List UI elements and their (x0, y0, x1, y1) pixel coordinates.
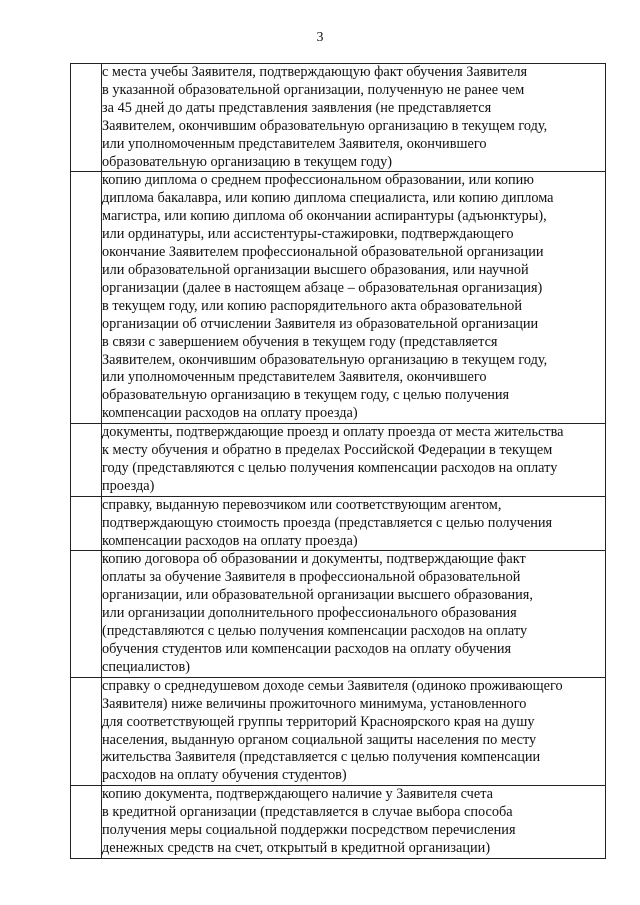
table-row (71, 551, 606, 677)
text-line: организации (далее в настоящем абзаце – образовательная организация) (102, 279, 543, 296)
text-line: в указанной образовательной организации, полученную не ранее чем (102, 81, 525, 98)
table-row (71, 172, 606, 424)
table-row (71, 677, 606, 785)
row-number-cell (71, 551, 102, 677)
text-line: жительства Заявителя (представляется с целью получения компенсации (102, 749, 541, 766)
text-line: или ординатуры, или ассистентуры-стажировки, подтверждающего (102, 226, 514, 243)
text-line: населения, выданную органом социальной защиты населения по месту (102, 731, 537, 748)
text-line: подтверждающую стоимость проезда (представляется с целью получения (102, 514, 553, 531)
text-line: образовательную организацию в текущем году, с целью получения (102, 387, 510, 404)
text-line: справку о среднедушевом доходе семьи Заявителя (одиноко проживающего (102, 677, 563, 694)
document-description-cell (102, 786, 606, 859)
row-number-cell (71, 496, 102, 551)
document-description-cell (102, 424, 606, 497)
document-description-cell (102, 64, 606, 172)
text-line: в кредитной организации (представляется в случае выбора способа (102, 804, 513, 821)
text-line: получения меры социальной поддержки посредством перечисления (102, 822, 516, 839)
text-line: образовательную организацию в текущем году) (102, 153, 393, 170)
text-line: или уполномоченным представителем Заявителя, окончившего (102, 135, 487, 152)
text-line: копию договора об образовании и документы, подтверждающие факт (102, 551, 526, 568)
text-line: или организации дополнительного профессионального образования (102, 605, 517, 622)
row-number-cell (71, 64, 102, 172)
document-description-cell (102, 677, 606, 785)
text-line: справку, выданную перевозчиком или соответствующим агентом, (102, 496, 502, 513)
table-row (71, 424, 606, 497)
text-line: магистра, или копию диплома об окончании аспирантуры (адъюнктуры), (102, 208, 547, 225)
text-line: в связи с завершением обучения в текущем году (представляется (102, 333, 498, 350)
text-line: диплома бакалавра, или копию диплома специалиста, или копию диплома (102, 190, 554, 207)
page-number: 3 (316, 30, 324, 45)
text-line: (представляются с целью получения компенсации расходов на оплату (102, 623, 528, 640)
text-line: или уполномоченным представителем Заявителя, окончившего (102, 369, 487, 386)
document-description-cell (102, 551, 606, 677)
row-number-cell (71, 786, 102, 859)
text-line: копию документа, подтверждающего наличие у Заявителя счета (102, 786, 493, 803)
document-description-cell (102, 496, 606, 551)
table-row (71, 496, 606, 551)
text-line: или образовательной организации высшего образования, или научной (102, 261, 529, 278)
text-line: году (представляются с целью получения компенсации расходов на оплату (102, 459, 558, 476)
documents-table (70, 63, 606, 859)
text-line: к месту обучения и обратно в пределах Российской Федерации в текущем (102, 442, 553, 459)
text-line: в текущем году, или копию распорядительного акта образовательной (102, 297, 522, 314)
document-description-cell (102, 172, 606, 424)
text-line: Заявителем, окончившим образовательную организацию в текущем году, (102, 117, 548, 134)
row-number-cell (71, 677, 102, 785)
text-line: организации, или образовательной организации высшего образования, (102, 587, 533, 604)
text-line: компенсации расходов на оплату проезда) (102, 405, 358, 422)
table-row (71, 786, 606, 859)
documents-table-body (71, 64, 606, 859)
text-line: оплаты за обучение Заявителя в профессиональной образовательной (102, 569, 521, 586)
text-line: для соответствующей группы территорий Красноярского края на душу (102, 713, 535, 730)
row-number-cell (71, 424, 102, 497)
text-line: компенсации расходов на оплату проезда) (102, 532, 358, 549)
text-line: проезда) (102, 477, 155, 494)
text-line: специалистов) (102, 658, 190, 675)
text-line: расходов на оплату обучения студентов) (102, 767, 347, 784)
text-line: с места учебы Заявителя, подтверждающую факт обучения Заявителя (102, 64, 528, 80)
text-line: окончание Заявителем профессиональной образовательной организации (102, 244, 544, 261)
text-line: организации об отчислении Заявителя из образовательной организации (102, 315, 539, 332)
text-line: Заявителя) ниже величины прожиточного минимума, установленного (102, 695, 527, 712)
text-line: копию диплома о среднем профессиональном образовании, или копию (102, 172, 534, 189)
text-line: денежных средств на счет, открытый в кредитной организации) (102, 839, 491, 856)
table-row (71, 64, 606, 172)
text-line: Заявителем, окончившим образовательную организацию в текущем году, (102, 351, 548, 368)
text-line: за 45 дней до даты представления заявления (не представляется (102, 99, 492, 116)
text-line: обучения студентов или компенсации расходов на оплату обучения (102, 641, 512, 657)
text-line: документы, подтверждающие проезд и оплату проезда от места жительства (102, 424, 564, 441)
row-number-cell (71, 172, 102, 424)
